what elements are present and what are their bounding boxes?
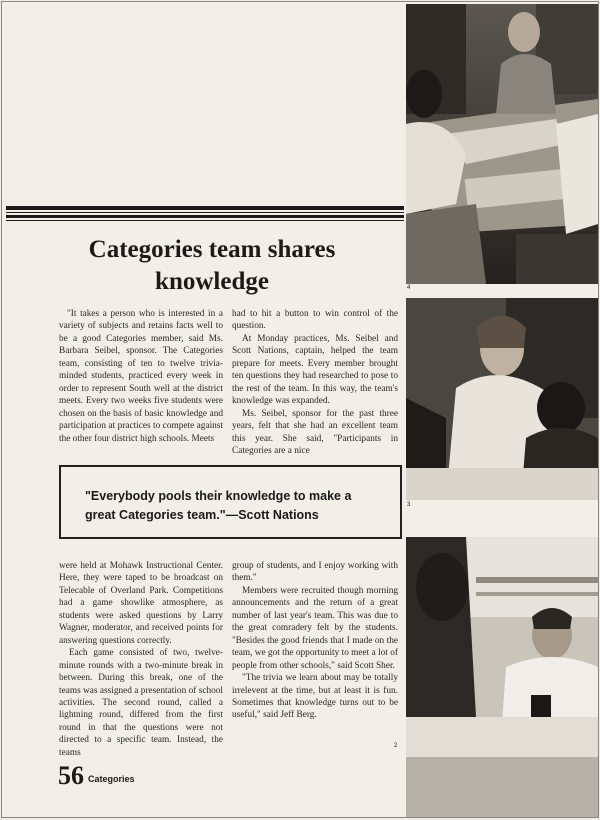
top-rule-thin-2: [6, 220, 404, 221]
column-1-top: [59, 308, 223, 445]
paragraph: group of students, and I enjoy working with them.": [232, 561, 398, 584]
section-name: Categories: [88, 774, 135, 784]
headline-line-1: Categories team shares: [88, 236, 336, 263]
photo-number: 2: [394, 743, 398, 749]
column-1-bottom: [59, 560, 223, 759]
page-number: 56: [58, 761, 84, 790]
paragraph: Members were recruited though morning announcements and the return of a great number of last year's team. This was due to the great comradery felt by the students. "Besides the good friends that I made on the team, we got the opportunity to meet a lot of people from other schools," said Scott Sher.: [232, 585, 398, 671]
paragraph: had to hit a button to win control of the question.: [232, 309, 398, 332]
photo-sponsor-helping-student: [406, 298, 598, 500]
top-rule-thick: [6, 206, 404, 210]
photo-students-at-table: [406, 4, 598, 284]
photo-student-with-buzzer: [406, 537, 598, 817]
yearbook-page: [1, 1, 599, 818]
photo-number: 4: [407, 285, 411, 291]
paragraph: "The trivia we learn about may be totally irrelevent at the time, but at least it is fun. Sometimes that knowledge turns out to be useful," said Jeff Berg.: [232, 673, 398, 721]
paragraph: Ms. Seibel, sponsor for the past three years, felt that she had an excellent team this year. She said, "Participants in Categories are a nice: [232, 408, 398, 456]
paragraph: At Monday practices, Ms. Seibel and Scott Nations, captain, helped the team prepare for meets. Every member brought ten questions they had researched to pose to the rest of the team. In this way, the team's knowledge was expanded.: [232, 333, 398, 407]
paragraph: "It takes a person who is interested in a variety of subjects and retains facts well to be a good Categories member, said Ms. Barbara Seibel, sponsor. The Categories team, consisting of ten to twelve trivia-minded students, practiced every week in order to represent South well at the district meets. Every two weeks five students were chosen on the basis of basic knowledge and participation at practices to compete against the other four district high schools. Meets: [59, 309, 223, 444]
column-2-top: [232, 308, 398, 457]
headline-line-2: knowledge: [155, 268, 269, 295]
paragraph: Each game consisted of two, twelve-minute rounds with a two-minute break in between. During this break, one of the teams was assigned a presentation of school activities. The second round, called a lightning round, differed from the first round in that the questions were not directed to a specific team. Instead, the teams: [59, 648, 223, 758]
photo-number: 3: [407, 502, 411, 508]
top-rule-thick-2: [6, 215, 404, 218]
top-rule-thin: [6, 212, 404, 213]
headline: [62, 234, 362, 298]
column-2-bottom: [232, 560, 398, 722]
pull-quote-box: [59, 465, 402, 539]
pull-quote: "Everybody pools their knowledge to make a great Categories team."—Scott Nations: [85, 489, 352, 522]
paragraph: were held at Mohawk Instructional Center. Here, they were taped to be broadcast on Telecable of Overland Park. Competitions had a game showlike atmosphere, as students were asked questions by Larry Wagner, moderator, and received points for answering questions correctly.: [59, 561, 223, 646]
